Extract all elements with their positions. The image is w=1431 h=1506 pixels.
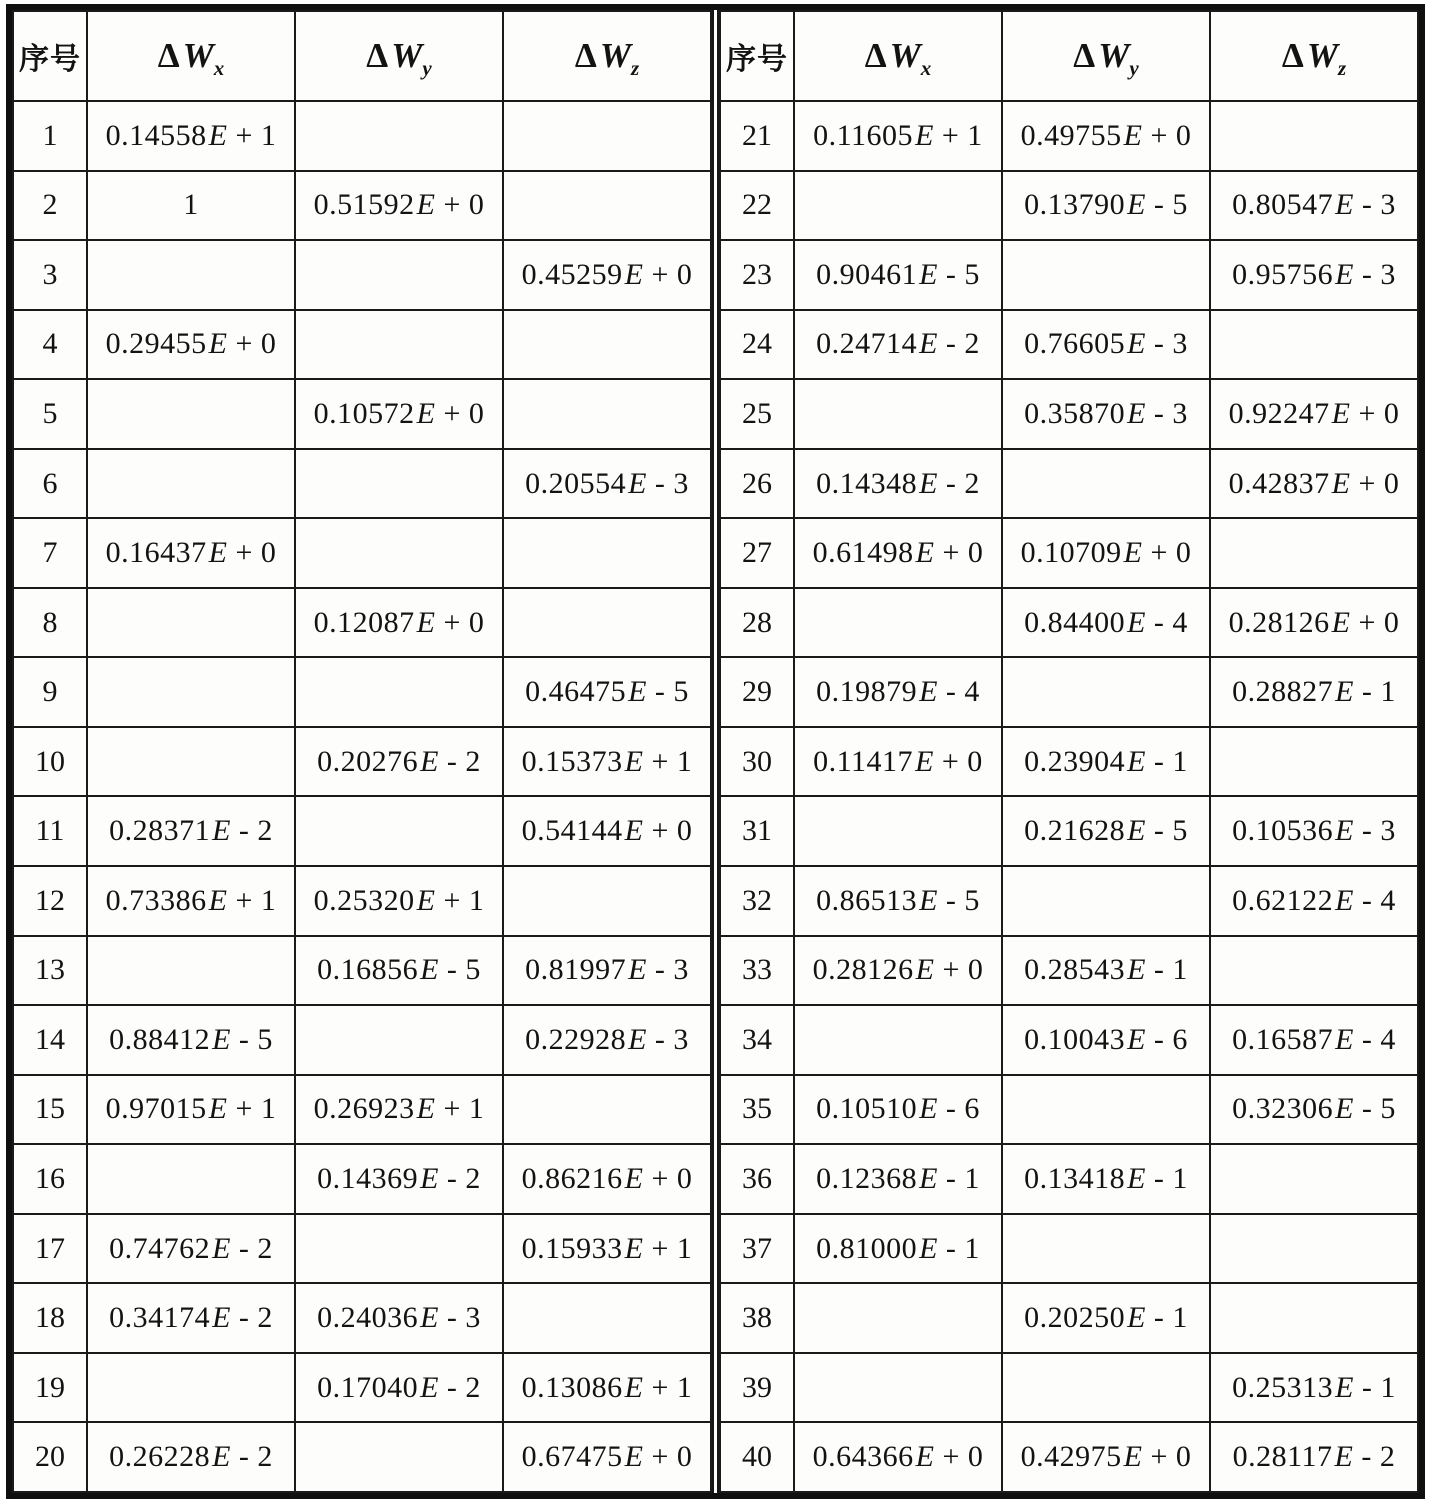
value-cell: 0.17040E - 2 — [295, 1353, 503, 1423]
value-cell: 0.51592E + 0 — [295, 171, 503, 241]
row-number-cell: 3 — [13, 240, 87, 310]
row-number-cell: 11 — [13, 796, 87, 866]
delta-w-z-header: $\Delta W_z$ — [1210, 11, 1418, 101]
delta-w-y-header: $\Delta W_y$ — [1002, 11, 1210, 101]
value-cell — [503, 1075, 711, 1145]
value-cell: 0.16587E - 4 — [1210, 1005, 1418, 1075]
value-cell — [503, 1283, 711, 1353]
value-cell — [1002, 1075, 1210, 1145]
row-number-cell: 28 — [720, 588, 794, 658]
value-cell — [503, 588, 711, 658]
value-cell: 0.10572E + 0 — [295, 379, 503, 449]
table-row — [13, 1422, 711, 1492]
value-cell — [87, 1144, 295, 1214]
value-cell: 0.95756E - 3 — [1210, 240, 1418, 310]
value-cell: 0.15373E + 1 — [503, 727, 711, 797]
table-row — [720, 1144, 1418, 1214]
value-cell — [87, 657, 295, 727]
table-row — [13, 727, 711, 797]
value-cell: 0.49755E + 0 — [1002, 101, 1210, 171]
table-row — [13, 936, 711, 1006]
value-cell: 0.80547E - 3 — [1210, 171, 1418, 241]
row-number-cell: 16 — [13, 1144, 87, 1214]
value-cell — [1210, 101, 1418, 171]
table-row — [720, 657, 1418, 727]
value-cell: 0.14558E + 1 — [87, 101, 295, 171]
row-number-cell: 27 — [720, 518, 794, 588]
value-cell — [1210, 310, 1418, 380]
value-cell — [1210, 518, 1418, 588]
table-row — [720, 518, 1418, 588]
row-number-cell: 20 — [13, 1422, 87, 1492]
value-cell: 0.81997E - 3 — [503, 936, 711, 1006]
delta-w-x-header: $\Delta W_x$ — [87, 11, 295, 101]
value-cell: 0.12087E + 0 — [295, 588, 503, 658]
row-number-cell: 1 — [13, 101, 87, 171]
table-row — [720, 449, 1418, 519]
value-cell: 0.15933E + 1 — [503, 1214, 711, 1284]
value-cell: 0.10536E - 3 — [1210, 796, 1418, 866]
value-cell: 0.28371E - 2 — [87, 796, 295, 866]
value-cell — [1210, 1144, 1418, 1214]
value-cell: 0.21628E - 5 — [1002, 796, 1210, 866]
table-row — [720, 310, 1418, 380]
table-row — [13, 796, 711, 866]
value-cell: 0.62122E - 4 — [1210, 866, 1418, 936]
value-cell — [87, 240, 295, 310]
value-cell — [295, 310, 503, 380]
value-cell: 0.81000E - 1 — [794, 1214, 1002, 1284]
value-cell — [503, 171, 711, 241]
value-cell: 0.88412E - 5 — [87, 1005, 295, 1075]
value-cell — [87, 379, 295, 449]
table-row — [13, 310, 711, 380]
row-number-cell: 26 — [720, 449, 794, 519]
value-cell — [87, 727, 295, 797]
value-cell: 0.73386E + 1 — [87, 866, 295, 936]
value-cell — [794, 796, 1002, 866]
table-row — [720, 588, 1418, 658]
table-row — [13, 1283, 711, 1353]
value-cell: 0.45259E + 0 — [503, 240, 711, 310]
value-cell: 0.13418E - 1 — [1002, 1144, 1210, 1214]
value-cell: 0.61498E + 0 — [794, 518, 1002, 588]
value-cell — [295, 796, 503, 866]
row-number-cell: 24 — [720, 310, 794, 380]
value-cell: 0.54144E + 0 — [503, 796, 711, 866]
value-cell — [87, 1353, 295, 1423]
value-cell — [794, 588, 1002, 658]
value-cell: 0.10510E - 6 — [794, 1075, 1002, 1145]
table-row — [720, 1353, 1418, 1423]
value-cell — [1002, 1353, 1210, 1423]
value-cell: 0.16856E - 5 — [295, 936, 503, 1006]
value-cell: 0.13086E + 1 — [503, 1353, 711, 1423]
row-number-cell: 36 — [720, 1144, 794, 1214]
table-row — [13, 101, 711, 171]
value-cell — [1210, 1283, 1418, 1353]
table-row — [720, 240, 1418, 310]
value-cell: 0.14369E - 2 — [295, 1144, 503, 1214]
index-column-header: 序号 — [720, 11, 794, 101]
value-cell — [1002, 240, 1210, 310]
value-cell: 0.24036E - 3 — [295, 1283, 503, 1353]
value-cell — [295, 518, 503, 588]
index-column-header: 序号 — [13, 11, 87, 101]
table-row — [13, 588, 711, 658]
value-cell: 0.20554E - 3 — [503, 449, 711, 519]
value-cell: 0.19879E - 4 — [794, 657, 1002, 727]
row-number-cell: 6 — [13, 449, 87, 519]
table-row — [720, 936, 1418, 1006]
row-number-cell: 17 — [13, 1214, 87, 1284]
value-cell: 0.25313E - 1 — [1210, 1353, 1418, 1423]
row-number-cell: 23 — [720, 240, 794, 310]
value-cell: 0.29455E + 0 — [87, 310, 295, 380]
value-cell: 0.20250E - 1 — [1002, 1283, 1210, 1353]
table-divider — [712, 10, 719, 1493]
header-row — [13, 11, 711, 101]
value-cell: 1 — [87, 171, 295, 241]
row-number-cell: 33 — [720, 936, 794, 1006]
value-cell: 0.28126E + 0 — [794, 936, 1002, 1006]
value-cell: 0.64366E + 0 — [794, 1422, 1002, 1492]
value-cell — [295, 1005, 503, 1075]
table-row — [720, 1422, 1418, 1492]
row-number-cell: 9 — [13, 657, 87, 727]
value-cell: 0.92247E + 0 — [1210, 379, 1418, 449]
value-cell — [503, 518, 711, 588]
value-cell: 0.10709E + 0 — [1002, 518, 1210, 588]
table-row — [720, 1005, 1418, 1075]
row-number-cell: 22 — [720, 171, 794, 241]
row-number-cell: 13 — [13, 936, 87, 1006]
table-row — [720, 1214, 1418, 1284]
value-cell — [1002, 1214, 1210, 1284]
row-number-cell: 31 — [720, 796, 794, 866]
value-cell: 0.11605E + 1 — [794, 101, 1002, 171]
value-cell: 0.86513E - 5 — [794, 866, 1002, 936]
value-cell — [794, 171, 1002, 241]
value-cell — [295, 101, 503, 171]
value-cell: 0.14348E - 2 — [794, 449, 1002, 519]
value-cell — [503, 379, 711, 449]
value-cell: 0.32306E - 5 — [1210, 1075, 1418, 1145]
table-row — [13, 518, 711, 588]
value-cell — [87, 936, 295, 1006]
value-cell — [295, 449, 503, 519]
delta-w-y-header: $\Delta W_y$ — [295, 11, 503, 101]
table-row — [13, 657, 711, 727]
value-cell — [295, 240, 503, 310]
value-cell — [794, 379, 1002, 449]
table-row — [720, 727, 1418, 797]
row-number-cell: 35 — [720, 1075, 794, 1145]
value-cell: 0.42837E + 0 — [1210, 449, 1418, 519]
value-cell — [1210, 936, 1418, 1006]
value-cell: 0.12368E - 1 — [794, 1144, 1002, 1214]
row-number-cell: 12 — [13, 866, 87, 936]
table-row — [13, 1005, 711, 1075]
header-row — [720, 11, 1418, 101]
table-row — [13, 1144, 711, 1214]
table-row — [720, 101, 1418, 171]
value-cell: 0.28117E - 2 — [1210, 1422, 1418, 1492]
value-cell: 0.23904E - 1 — [1002, 727, 1210, 797]
value-cell — [503, 101, 711, 171]
value-cell: 0.76605E - 3 — [1002, 310, 1210, 380]
value-cell: 0.10043E - 6 — [1002, 1005, 1210, 1075]
value-cell — [295, 1214, 503, 1284]
table-row — [720, 171, 1418, 241]
row-number-cell: 7 — [13, 518, 87, 588]
value-cell: 0.86216E + 0 — [503, 1144, 711, 1214]
row-number-cell: 14 — [13, 1005, 87, 1075]
value-cell: 0.90461E - 5 — [794, 240, 1002, 310]
value-cell — [794, 1353, 1002, 1423]
row-number-cell: 10 — [13, 727, 87, 797]
row-number-cell: 30 — [720, 727, 794, 797]
row-number-cell: 15 — [13, 1075, 87, 1145]
row-number-cell: 2 — [13, 171, 87, 241]
value-cell — [1002, 449, 1210, 519]
value-cell — [1002, 657, 1210, 727]
value-cell: 0.35870E - 3 — [1002, 379, 1210, 449]
value-cell: 0.26228E - 2 — [87, 1422, 295, 1492]
value-cell — [503, 310, 711, 380]
data-table-left — [12, 10, 712, 1493]
value-cell — [295, 1422, 503, 1492]
value-cell: 0.16437E + 0 — [87, 518, 295, 588]
table-row — [13, 1075, 711, 1145]
value-cell: 0.24714E - 2 — [794, 310, 1002, 380]
table-row — [13, 171, 711, 241]
value-cell — [794, 1005, 1002, 1075]
value-cell — [1210, 1214, 1418, 1284]
row-number-cell: 8 — [13, 588, 87, 658]
table-row — [13, 240, 711, 310]
value-cell — [1210, 727, 1418, 797]
row-number-cell: 34 — [720, 1005, 794, 1075]
row-number-cell: 19 — [13, 1353, 87, 1423]
table-row — [13, 866, 711, 936]
table-row — [13, 1353, 711, 1423]
value-cell: 0.28543E - 1 — [1002, 936, 1210, 1006]
row-number-cell: 37 — [720, 1214, 794, 1284]
scanned-table-sheet — [6, 4, 1425, 1499]
row-number-cell: 4 — [13, 310, 87, 380]
value-cell — [794, 1283, 1002, 1353]
value-cell: 0.84400E - 4 — [1002, 588, 1210, 658]
row-number-cell: 40 — [720, 1422, 794, 1492]
value-cell — [295, 657, 503, 727]
value-cell — [87, 449, 295, 519]
value-cell: 0.11417E + 0 — [794, 727, 1002, 797]
value-cell: 0.74762E - 2 — [87, 1214, 295, 1284]
row-number-cell: 5 — [13, 379, 87, 449]
row-number-cell: 38 — [720, 1283, 794, 1353]
value-cell — [87, 588, 295, 658]
row-number-cell: 25 — [720, 379, 794, 449]
value-cell: 0.13790E - 5 — [1002, 171, 1210, 241]
value-cell: 0.46475E - 5 — [503, 657, 711, 727]
table-row — [720, 1075, 1418, 1145]
table-row — [720, 866, 1418, 936]
value-cell: 0.22928E - 3 — [503, 1005, 711, 1075]
row-number-cell: 32 — [720, 866, 794, 936]
table-row — [13, 1214, 711, 1284]
value-cell — [503, 866, 711, 936]
value-cell: 0.20276E - 2 — [295, 727, 503, 797]
table-row — [13, 449, 711, 519]
value-cell: 0.67475E + 0 — [503, 1422, 711, 1492]
value-cell: 0.28126E + 0 — [1210, 588, 1418, 658]
value-cell — [1002, 866, 1210, 936]
value-cell: 0.25320E + 1 — [295, 866, 503, 936]
row-number-cell: 29 — [720, 657, 794, 727]
delta-w-z-header: $\Delta W_z$ — [503, 11, 711, 101]
data-table-right — [719, 10, 1419, 1493]
row-number-cell: 18 — [13, 1283, 87, 1353]
row-number-cell: 39 — [720, 1353, 794, 1423]
value-cell: 0.28827E - 1 — [1210, 657, 1418, 727]
value-cell: 0.26923E + 1 — [295, 1075, 503, 1145]
table-row — [720, 379, 1418, 449]
value-cell: 0.97015E + 1 — [87, 1075, 295, 1145]
delta-w-x-header: $\Delta W_x$ — [794, 11, 1002, 101]
value-cell: 0.34174E - 2 — [87, 1283, 295, 1353]
table-row — [720, 796, 1418, 866]
table-row — [720, 1283, 1418, 1353]
value-cell: 0.42975E + 0 — [1002, 1422, 1210, 1492]
row-number-cell: 21 — [720, 101, 794, 171]
table-row — [13, 379, 711, 449]
